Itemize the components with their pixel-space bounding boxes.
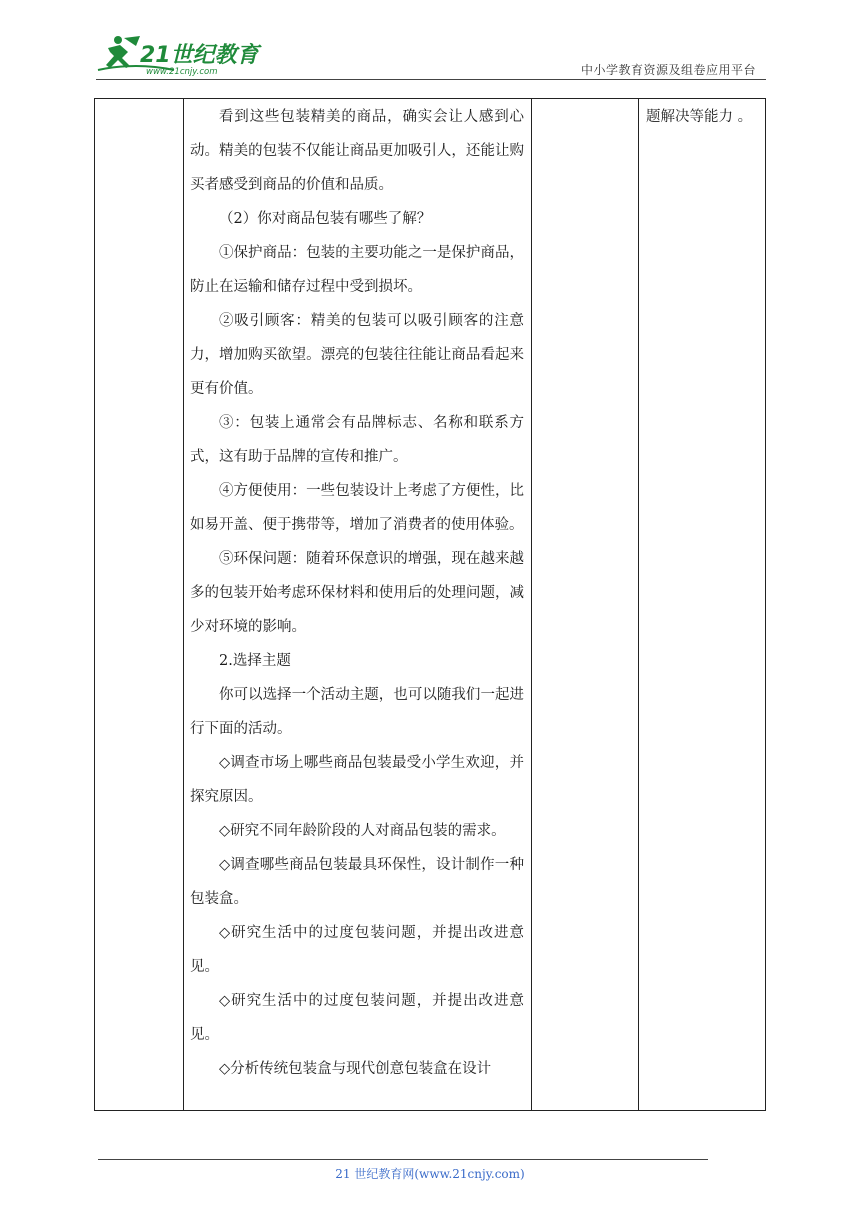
list-item: ◇调查哪些商品包装最具环保性，设计制作一种包装盒。 [190, 857, 524, 907]
paragraph: ④方便使用：一些包装设计上考虑了方便性，比如易开盖、便于携带等，增加了消费者的使用体验。 [190, 483, 524, 533]
section-heading: 2.选择主题 [219, 653, 291, 669]
table-column-divider [638, 99, 639, 1110]
list-item: ◇分析传统包装盒与现代创意包装盒在设计 [219, 1061, 492, 1077]
list-item: ◇研究生活中的过度包装问题，并提出改进意见。 [190, 925, 524, 975]
list-item: ◇研究不同年龄阶段的人对商品包装的需求。 [219, 823, 506, 839]
header-tagline: 中小学教育资源及组卷应用平台 [580, 63, 756, 77]
paragraph: 看到这些包装精美的商品，确实会让人感到心动。精美的包装不仅能让商品更加吸引人，还能让购买者感受到商品的价值和品质。 [190, 109, 524, 193]
footer-divider [98, 1159, 708, 1160]
goal-cell-text: 题解决等能力 。 [646, 109, 753, 125]
logo-text: 21世纪教育 [140, 43, 259, 68]
paragraph: ⑤环保问题：随着环保意识的增强，现在越来越多的包装开始考虑环保材料和使用后的处理问题，减少对环境的影响。 [190, 551, 524, 635]
site-logo [96, 34, 266, 78]
paragraph: ③：包装上通常会有品牌标志、名称和联系方式，这有助于品牌的宣传和推广。 [190, 415, 524, 465]
list-item: ◇调查市场上哪些商品包装最受小学生欢迎，并探究原因。 [190, 755, 524, 805]
activity-content-cell [190, 100, 524, 1086]
logo-url: www.21cnjy.com [146, 67, 218, 77]
paragraph: ①保护商品：包装的主要功能之一是保护商品，防止在运输和储存过程中受到损坏。 [190, 245, 524, 295]
header-divider [96, 79, 766, 80]
page-header [0, 0, 860, 82]
paragraph: ②吸引顾客：精美的包装可以吸引顾客的注意力，增加购买欲望。漂亮的包装往往能让商品看起来更有价值。 [190, 313, 524, 397]
paragraph: 你可以选择一个活动主题，也可以随我们一起进行下面的活动。 [190, 687, 524, 737]
table-column-divider [183, 99, 184, 1110]
list-item: ◇研究生活中的过度包装问题，并提出改进意见。 [190, 993, 524, 1043]
footer-source: 21 世纪教育网(www.21cnjy.com) [335, 1167, 525, 1181]
runner-logo-icon [96, 34, 266, 78]
table-column-divider [531, 99, 532, 1110]
paragraph: （2）你对商品包装有哪些了解？ [219, 211, 432, 227]
